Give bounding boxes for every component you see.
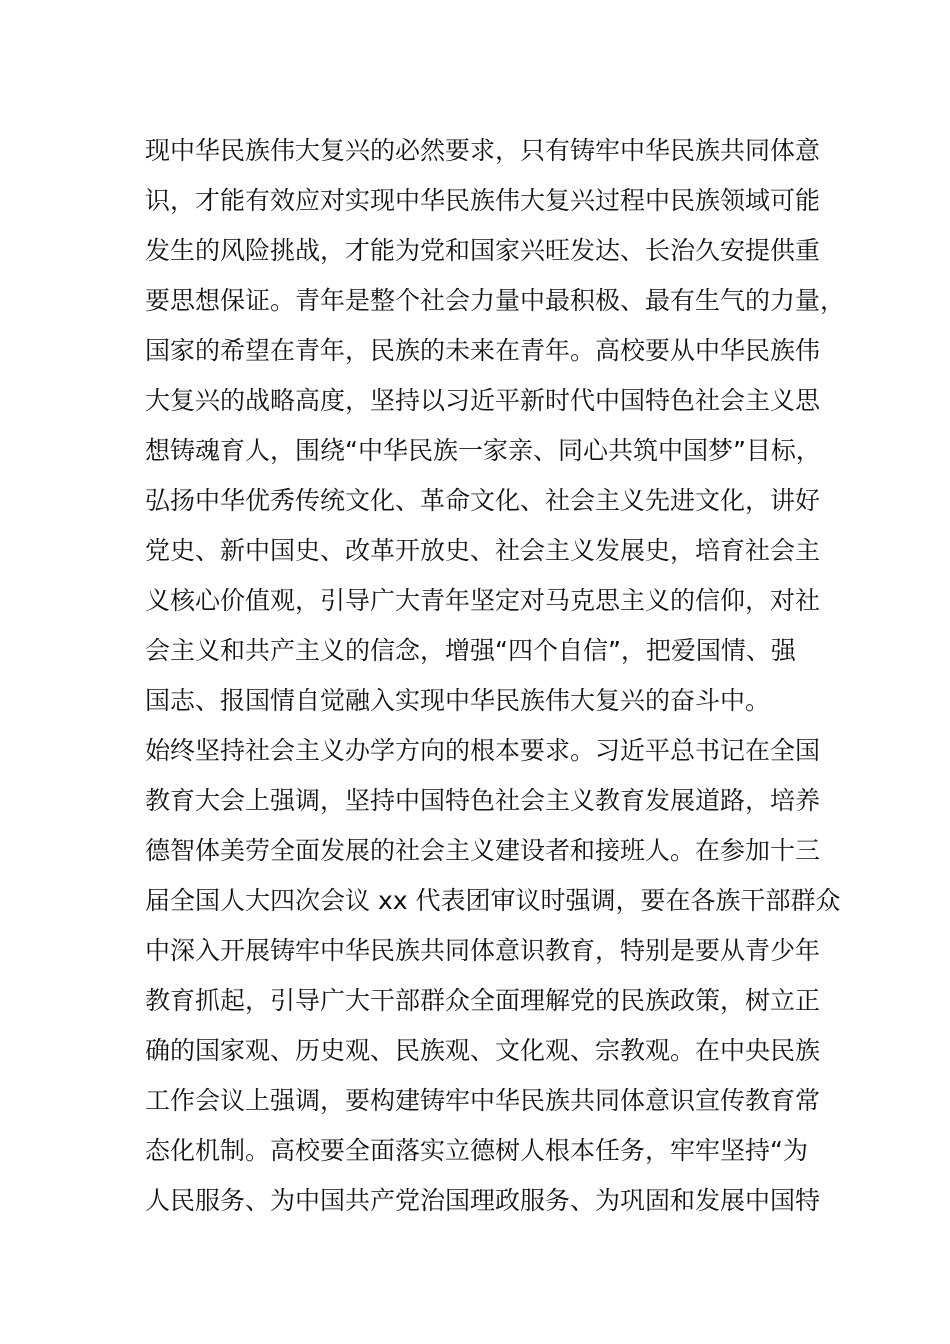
text-line: 德智体美劳全面发展的社会主义建设者和接班人。在参加十三 <box>145 836 821 865</box>
text-line: 态化机制。高校要全面落实立德树人根本任务，牢牢坚持“为 <box>145 1136 808 1165</box>
text-line: 教育大会上强调，坚持中国特色社会主义教育发展道路，培养 <box>145 786 821 815</box>
text-line: 国志、报国情自觉融入实现中华民族伟大复兴的奋斗中。 <box>145 686 771 715</box>
text-line: 中深入开展铸牢中华民族共同体意识教育，特别是要从青少年 <box>145 936 821 965</box>
text-line: 弘扬中华优秀传统文化、革命文化、社会主义先进文化，讲好 <box>145 486 821 515</box>
text-line: 识，才能有效应对实现中华民族伟大复兴过程中民族领域可能 <box>145 186 821 215</box>
text-line: 党史、新中国史、改革开放史、社会主义发展史，培育社会主 <box>145 536 821 565</box>
text-line: 现中华民族伟大复兴的必然要求，只有铸牢中华民族共同体意 <box>145 136 821 165</box>
text-line: 届全国人大四次会议 xx 代表团审议时强调，要在各族干部群众 <box>145 886 841 915</box>
text-line: 人民服务、为中国共产党治国理政服务、为巩固和发展中国特 <box>145 1186 821 1215</box>
text-line: 国家的希望在青年，民族的未来在青年。高校要从中华民族伟 <box>145 336 821 365</box>
text-line: 想铸魂育人，围绕“中华民族一家亲、同心共筑中国梦”目标， <box>145 436 821 465</box>
text-line: 始终坚持社会主义办学方向的根本要求。习近平总书记在全国 <box>145 736 821 765</box>
text-line: 教育抓起，引导广大干部群众全面理解党的民族政策，树立正 <box>145 986 821 1015</box>
text-line: 会主义和共产主义的信念，增强“四个自信”，把爱国情、强 <box>145 636 796 665</box>
text-line: 义核心价值观，引导广大青年坚定对马克思主义的信仰，对社 <box>145 586 821 615</box>
body-text <box>145 126 845 1226</box>
text-line: 确的国家观、历史观、民族观、文化观、宗教观。在中央民族 <box>145 1036 821 1065</box>
text-line: 要思想保证。青年是整个社会力量中最积极、最有生气的力量， <box>145 286 845 315</box>
text-line: 工作会议上强调，要构建铸牢中华民族共同体意识宣传教育常 <box>145 1086 821 1115</box>
text-line: 大复兴的战略高度，坚持以习近平新时代中国特色社会主义思 <box>145 386 821 415</box>
text-line: 发生的风险挑战，才能为党和国家兴旺发达、长治久安提供重 <box>145 236 821 265</box>
